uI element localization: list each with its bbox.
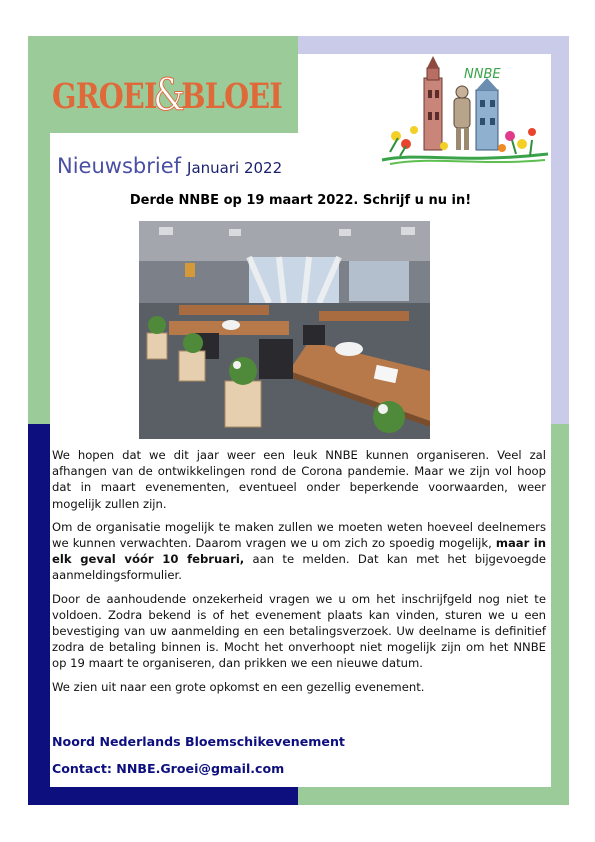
- paragraph-4: We zien uit naar een grote opkomst en een gezellig evenement.: [52, 679, 425, 694]
- frame-navy-bottom: [28, 787, 298, 805]
- event-hall-photo: [139, 221, 430, 439]
- newsletter-title: Nieuwsbrief: [57, 154, 182, 178]
- frame-lavender-right: [551, 36, 569, 424]
- paragraph-2-end: aan te melden. Dat kan met het bijgevoegde aanmeldingsformulier.: [52, 552, 546, 583]
- hero-caption: NNBE: [464, 67, 501, 82]
- paragraph-2: [52, 519, 546, 584]
- groei-bloei-logo: [52, 70, 282, 121]
- paragraph-1: We hopen dat we dit jaar weer een leuk NNBE kunnen organiseren. Veel zal afhangen van de ontwikkelingen rond de Corona pandemie. Maar we zijn vol hoop dat in maart evenementen, eventueel onder beperkende voorwaarden, weer mogelijk zullen zijn.: [52, 448, 546, 511]
- church-tower-flowers-illustration: [380, 56, 550, 166]
- body-text: [52, 447, 546, 702]
- organization-name: Noord Nederlands Bloemschikevenement: [52, 734, 345, 749]
- contact-email[interactable]: Contact: NNBE.Groei@gmail.com: [52, 761, 285, 776]
- logo-ampersand: &: [153, 70, 185, 121]
- paragraph-2-start: Om de organisatie mogelijk te maken zullen we moeten weten hoeveel deelnemers we kunnen verwachten. Daarom vragen we u om zich zo spoedig mogelijk,: [52, 519, 546, 551]
- frame-lavender-top: [298, 36, 569, 54]
- deadline-highlight: maar in elk geval vóór 10 februari,: [52, 536, 546, 567]
- logo-part2: BLOEI: [181, 76, 282, 117]
- frame-green-bottom: [298, 787, 569, 805]
- frame-navy-left: [28, 424, 50, 805]
- logo-part1: GROEI: [52, 76, 157, 117]
- paragraph-3: Door de aanhoudende onzekerheid vragen we u om het inschrijfgeld nog niet te voldoen. Zodra bekend is of het evenement plaats kan vinden, sturen we u een bevestiging van uw aanmelding en een betalingsverzoek. Uw deelname is definitief zodra de betaling binnen is. Mocht het onverhoopt niet mogelijk zijn om het NNBE op 19 maart te organiseren, dan prikken we een nieuwe datum.: [52, 591, 546, 671]
- newsletter-heading: [57, 154, 282, 178]
- frame-green-right: [551, 424, 569, 805]
- newsletter-date: Januari 2022: [187, 159, 283, 177]
- headline: Derde NNBE op 19 maart 2022. Schrijf u nu in!: [129, 193, 472, 208]
